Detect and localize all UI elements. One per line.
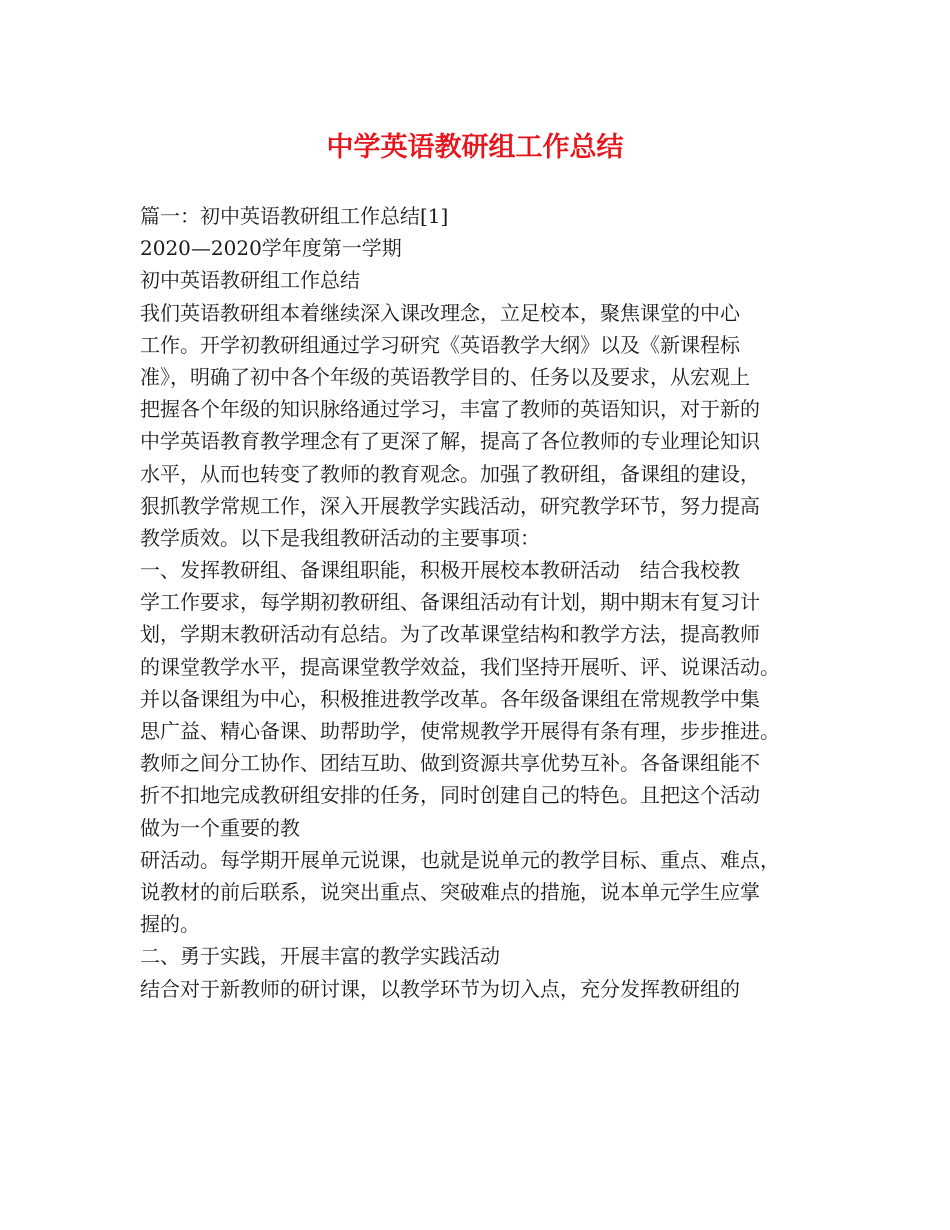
body-line: 研活动。每学期开展单元说课，也就是说单元的教学目标、重点、难点， [140,847,780,872]
body-line: 我们英语教研组本着继续深入课改理念，立足校本，聚焦课堂的中心 [140,300,740,325]
body-line: 水平，从而也转变了教师的教育观念。加强了教研组，备课组的建设， [140,461,760,486]
body-line: 教学质效。以下是我组教研活动的主要事项： [140,525,540,550]
body-line: 学工作要求，每学期初教研组、备课组活动有计划，期中期末有复习计 [140,590,760,615]
body-line: 狠抓教学常规工作，深入开展教学实践活动，研究教学环节，努力提高 [140,493,760,518]
body-line: 工作。开学初教研组通过学习研究《英语教学大纲》以及《新课程标 [140,332,740,357]
body-line: 说教材的前后联系，说突出重点、突破难点的措施，说本单元学生应掌 [140,879,760,904]
body-line: 的课堂教学水平，提高课堂教学效益，我们坚持开展听、评、说课活动。 [140,654,780,679]
body-line: 握的。 [140,912,200,937]
body-line: 划，学期末教研活动有总结。为了改革课堂结构和教学方法，提高教师 [140,622,760,647]
body-line: 把握各个年级的知识脉络通过学习，丰富了教师的英语知识，对于新的 [140,397,760,422]
body-line: 初中英语教研组工作总结 [140,268,360,293]
body-line: 篇一：初中英语教研组工作总结[1] [140,204,449,228]
body-line: 教师之间分工协作、团结互助、做到资源共享优势互补。各备课组能不 [140,751,760,776]
body-line: 思广益、精心备课、助帮助学，使常规教学开展得有条有理，步步推进。 [140,719,780,743]
body-line: 结合对于新教师的研讨课，以教学环节为切入点，充分发挥教研组的 [140,976,740,1001]
body-line: 准》，明确了初中各个年级的英语教学目的、任务以及要求，从宏观上 [140,364,750,389]
body-line: 做为一个重要的教 [140,815,300,840]
body-line: 二、勇于实践，开展丰富的教学实践活动 [140,944,500,969]
body-line: 2020—2020学年度第一学期 [140,236,402,261]
body-line: 折不扣地完成教研组安排的任务，同时创建自己的特色。且把这个活动 [140,783,760,808]
body-line: 中学英语教育教学理念有了更深了解，提高了各位教师的专业理论知识 [140,429,760,454]
body-line: 一、发挥教研组、备课组职能，积极开展校本教研活动 结合我校教 [140,558,740,583]
body-line: 并以备课组为中心，积极推进教学改革。各年级备课组在常规教学中集 [140,686,760,711]
document-body [140,200,830,1005]
document-title: 中学英语教研组工作总结 [326,132,624,163]
